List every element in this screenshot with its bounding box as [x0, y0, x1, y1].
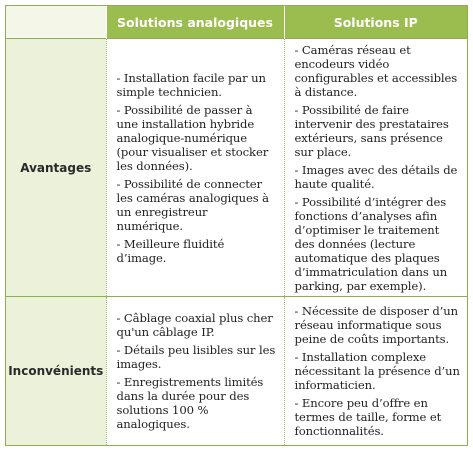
list-item: - Possibilité de connecter les caméras analogiques à un enregistreur numérique.	[116, 176, 269, 233]
row-label-advantages: Avantages	[6, 39, 106, 297]
list-item: - Nécessite de disposer d’un réseau informatique sous peine de coûts importants.	[294, 304, 459, 346]
list-item: - Possibilité de faire intervenir des prestataires extérieurs, sans présence sur place.	[294, 102, 449, 159]
list-item: - Possibilité de passer à une installation hybride analogique-numérique (pour visualiser et stocker les données).	[116, 102, 269, 173]
disadvantages-analog-cell	[106, 297, 284, 446]
list-item: - Caméras réseau et encodeurs vidéo configurables et accessibles à distance.	[294, 42, 458, 99]
list-item: - Images avec des détails de haute qualité.	[294, 162, 458, 191]
disadvantages-ip-cell	[284, 297, 467, 446]
comparison-table	[5, 5, 468, 446]
header-corner	[6, 6, 106, 39]
row-label-disadvantages: Inconvénients	[6, 297, 106, 446]
list-item: - Meilleure fluidité d’image.	[116, 236, 225, 265]
list-item: - Détails peu lisibles sur les images.	[116, 343, 276, 371]
advantages-ip-cell	[284, 39, 467, 297]
header-analog-solutions: Solutions analogiques	[106, 6, 284, 39]
list-item: - Installation facile par un simple technicien.	[116, 70, 266, 99]
advantages-analog-list	[107, 71, 284, 265]
header-row	[6, 6, 467, 39]
disadvantages-analog-list	[107, 311, 284, 431]
list-item: - Câblage coaxial plus cher qu'un câblage IP.	[116, 311, 273, 339]
advantages-ip-list	[285, 43, 468, 293]
advantages-analog-cell	[106, 39, 284, 297]
comparison-grid	[6, 6, 467, 445]
list-item: - Encore peu d’offre en termes de taille, forme et fonctionnalités.	[294, 396, 442, 438]
list-item: - Installation complexe nécessitant la présence d’un informaticien.	[294, 350, 460, 392]
row-disadvantages	[6, 297, 467, 446]
row-advantages	[6, 39, 467, 297]
header-ip-solutions: Solutions IP	[284, 6, 467, 39]
disadvantages-ip-list	[285, 304, 468, 438]
list-item: - Enregistrements limités dans la durée pour des solutions 100 % analogiques.	[116, 375, 264, 431]
list-item: - Possibilité d’intégrer des fonctions d’analyses afin d’optimiser le traitement des données (lecture automatique des plaques d’immatriculation dans un parking, par exemple).	[294, 194, 448, 293]
